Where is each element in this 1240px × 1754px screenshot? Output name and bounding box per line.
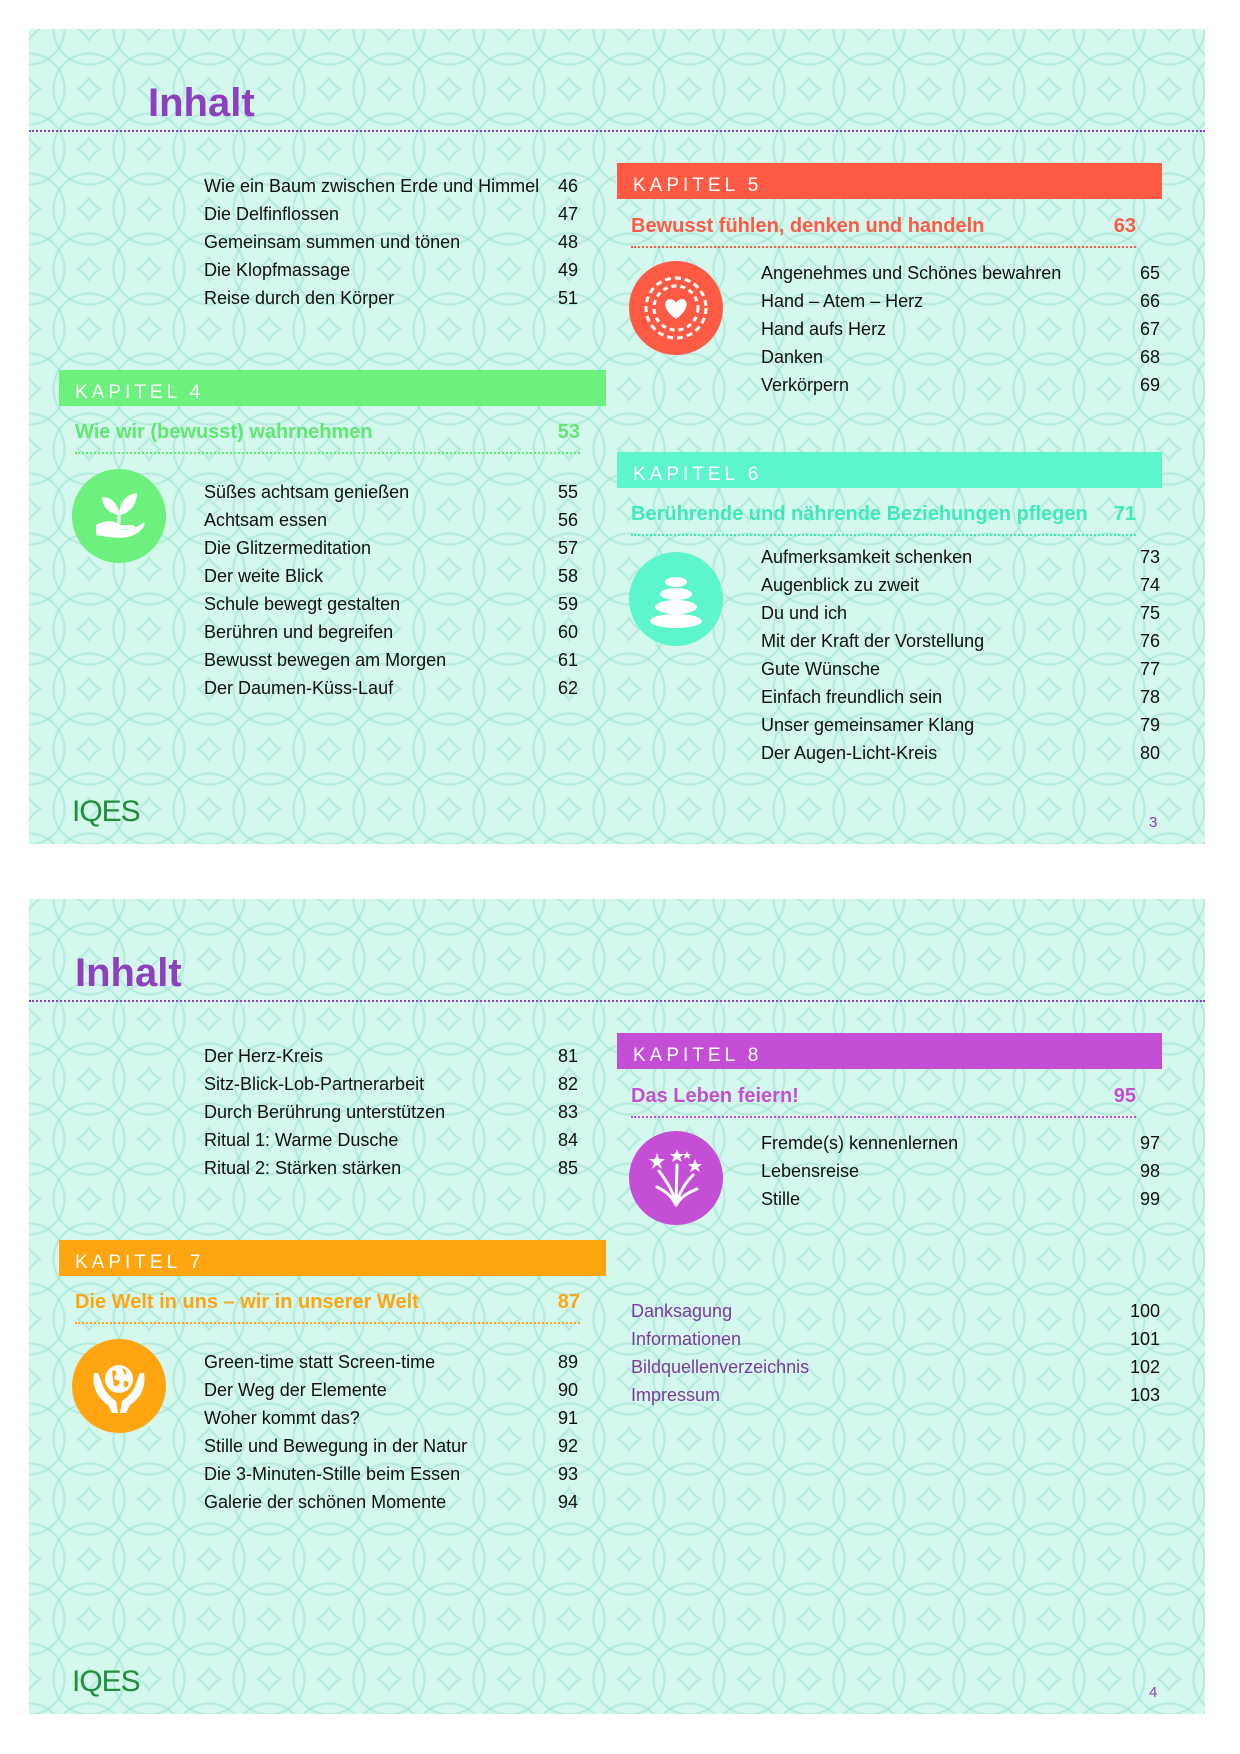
chapter-page: 53 [557,421,580,443]
toc-entry[interactable]: Die 3-Minuten-Stille beim Essen 93 [204,1464,578,1484]
heart-mandala-icon [629,261,723,355]
chapter-4-band: KAPITEL 4 [59,370,606,406]
toc-entry[interactable]: Danksagung 100 [631,1301,1160,1321]
stacked-stones-icon [629,552,723,646]
toc-entry[interactable]: Unser gemeinsamer Klang 79 [761,715,1160,735]
toc-entry[interactable]: Stille und Bewegung in der Natur 92 [204,1436,578,1456]
toc-page-4 [29,899,1205,1714]
toc-entry[interactable]: Bewusst bewegen am Morgen 61 [204,650,578,670]
appendix-list [631,1297,1160,1409]
toc-entry[interactable]: Ritual 1: Warme Dusche 84 [204,1130,578,1150]
chapter-title: Das Leben feiern! [631,1085,799,1107]
toc-entry[interactable]: Berühren und begreifen 60 [204,622,578,642]
toc-entry[interactable]: Fremde(s) kennenlernen 97 [761,1133,1160,1153]
iqes-logo: IQES [72,795,140,828]
plant-in-hand-icon [72,469,166,563]
globe-in-hands-icon [72,1339,166,1433]
toc-entry[interactable]: Lebensreise 98 [761,1161,1160,1181]
intro-toc-list [204,172,578,312]
toc-entry[interactable]: Gemeinsam summen und tönen 48 [204,232,578,252]
chapter-7-heading[interactable] [75,1291,580,1324]
page-title: Inhalt [75,951,182,995]
toc-entry[interactable]: Danken 68 [761,347,1160,367]
toc-entry[interactable]: Gute Wünsche 77 [761,659,1160,679]
toc-entry[interactable]: Sitz-Blick-Lob-Partnerarbeit 82 [204,1074,578,1094]
toc-entry[interactable]: Woher kommt das? 91 [204,1408,578,1428]
toc-entry[interactable]: Green-time statt Screen-time 89 [204,1352,578,1372]
toc-entry[interactable]: Angenehmes und Schönes bewahren 65 [761,263,1160,283]
toc-entry[interactable]: Reise durch den Körper 51 [204,288,578,308]
chapter-page: 71 [1113,503,1136,525]
chapter-title: Wie wir (bewusst) wahrnehmen [75,421,373,443]
page-title: Inhalt [148,81,255,125]
toc-entry[interactable]: Ritual 2: Stärken stärken 85 [204,1158,578,1178]
toc-entry[interactable]: Hand aufs Herz 67 [761,319,1160,339]
toc-entry[interactable]: Durch Berührung unterstützen 83 [204,1102,578,1122]
chapter-4-heading[interactable] [75,421,580,454]
toc-entry[interactable]: Der Daumen-Küss-Lauf 62 [204,678,578,698]
toc-entry[interactable]: Der weite Blick 58 [204,566,578,586]
toc-entry[interactable]: Der Weg der Elemente 90 [204,1380,578,1400]
chapter-page: 87 [557,1291,580,1313]
toc-entry[interactable]: Der Augen-Licht-Kreis 80 [761,743,1160,763]
chapter-4-list [204,478,578,702]
toc-entry[interactable]: Mit der Kraft der Vorstellung 76 [761,631,1160,651]
toc-entry[interactable]: Verkörpern 69 [761,375,1160,395]
title-divider [29,130,1205,132]
chapter-8-heading[interactable] [631,1085,1136,1118]
toc-entry[interactable]: Impressum 103 [631,1385,1160,1405]
chapter-7-band: KAPITEL 7 [59,1240,606,1276]
toc-entry[interactable]: Augenblick zu zweit 74 [761,575,1160,595]
toc-entry[interactable]: Die Delfinflossen 47 [204,204,578,224]
toc-entry[interactable]: Du und ich 75 [761,603,1160,623]
iqes-logo: IQES [72,1665,140,1698]
toc-entry[interactable]: Wie ein Baum zwischen Erde und Himmel 46 [204,176,578,196]
chapter-title: Die Welt in uns – wir in unserer Welt [75,1291,419,1313]
chapter-title: Bewusst fühlen, denken und handeln [631,215,985,237]
toc-entry[interactable]: Einfach freundlich sein 78 [761,687,1160,707]
fireworks-icon [629,1131,723,1225]
toc-entry[interactable]: Süßes achtsam genießen 55 [204,482,578,502]
chapter-6-band: KAPITEL 6 [617,452,1162,488]
toc-entry[interactable]: Die Klopfmassage 49 [204,260,578,280]
chapter-6-heading[interactable] [631,503,1136,536]
chapter-title: Berührende und nährende Beziehungen pflegen [631,503,1088,525]
toc-entry[interactable]: Hand – Atem – Herz 66 [761,291,1160,311]
toc-page-3 [29,29,1205,844]
toc-entry[interactable]: Galerie der schönen Momente 94 [204,1492,578,1512]
chapter-5-list [761,259,1160,399]
chapter-6-list [761,543,1160,767]
chapter-5-band: KAPITEL 5 [617,163,1162,199]
page-number: 4 [1149,1684,1158,1701]
title-divider [29,1000,1205,1002]
chapter-8-list [761,1129,1160,1213]
toc-entry[interactable]: Die Glitzermeditation 57 [204,538,578,558]
toc-entry[interactable]: Der Herz-Kreis 81 [204,1046,578,1066]
intro-toc-list [204,1042,578,1182]
toc-entry[interactable]: Schule bewegt gestalten 59 [204,594,578,614]
chapter-page: 95 [1113,1085,1136,1107]
chapter-8-band: KAPITEL 8 [617,1033,1162,1069]
chapter-page: 63 [1113,215,1136,237]
chapter-5-heading[interactable] [631,215,1136,248]
toc-entry[interactable]: Stille 99 [761,1189,1160,1209]
toc-entry[interactable]: Bildquellenverzeichnis 102 [631,1357,1160,1377]
toc-entry[interactable]: Informationen 101 [631,1329,1160,1349]
chapter-7-list [204,1348,578,1516]
toc-entry[interactable]: Achtsam essen 56 [204,510,578,530]
toc-entry[interactable]: Aufmerksamkeit schenken 73 [761,547,1160,567]
page-number: 3 [1149,814,1158,831]
